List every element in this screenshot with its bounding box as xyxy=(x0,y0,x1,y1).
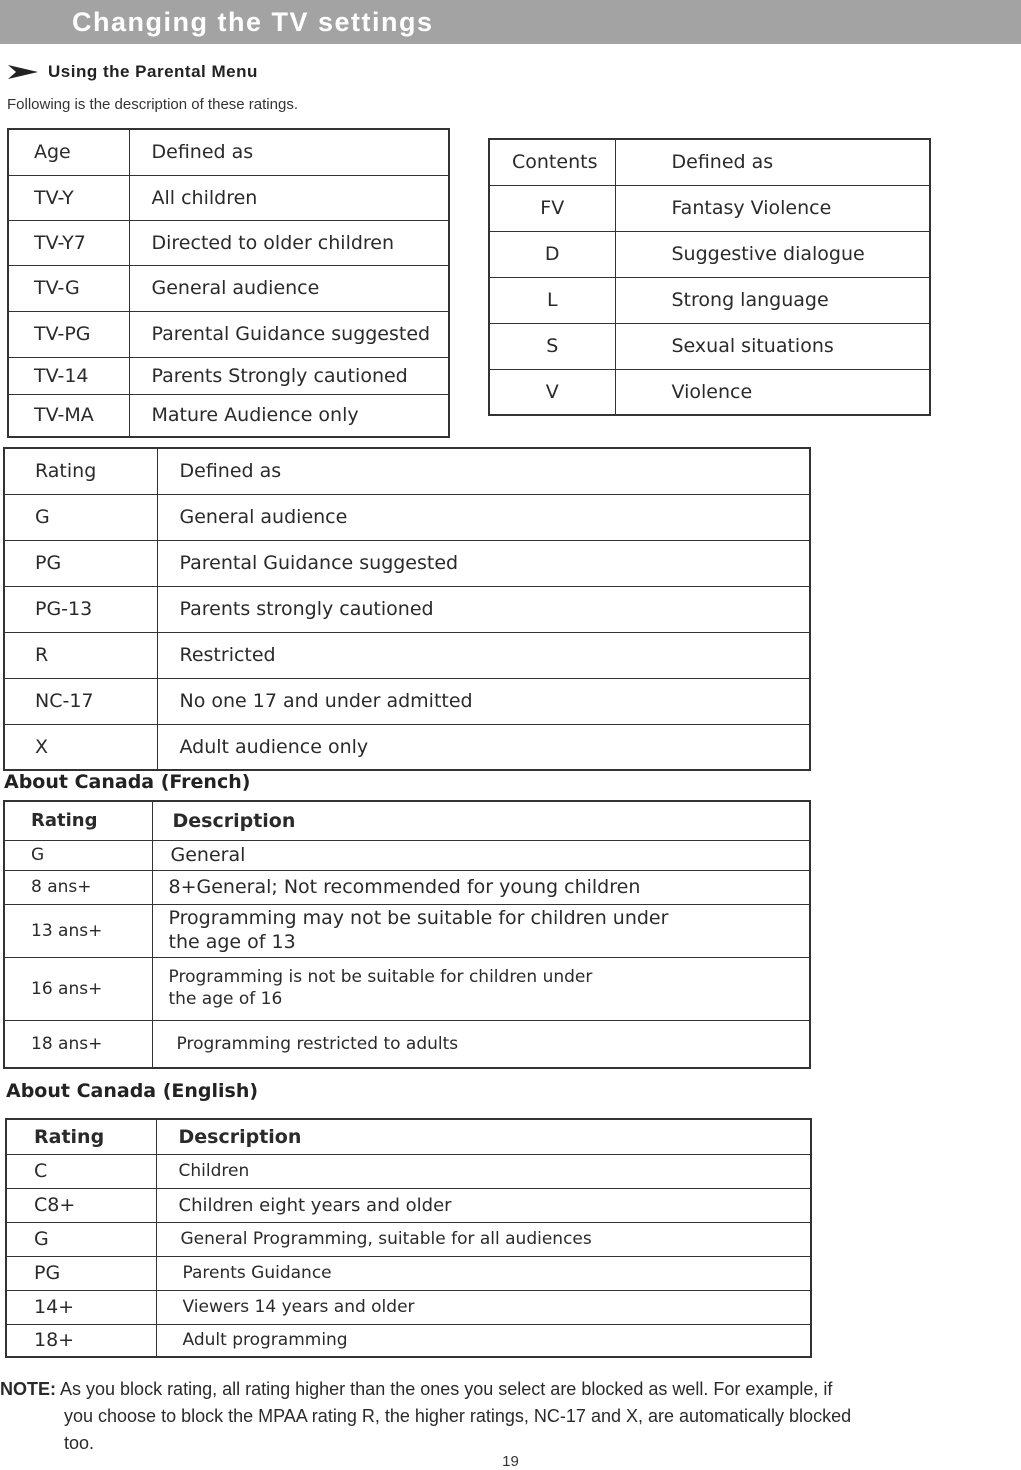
table-row xyxy=(4,957,810,1020)
header-cell: Rating xyxy=(4,448,157,494)
rating-cell: 18 ans+ xyxy=(4,1020,152,1068)
definition-cell: Fantasy Violence xyxy=(615,185,930,231)
canada-english-heading: About Canada (English) xyxy=(6,1080,259,1102)
content-code-cell: L xyxy=(489,277,615,323)
table-row xyxy=(8,311,449,357)
rating-cell: G xyxy=(4,494,157,540)
note xyxy=(0,1376,860,1457)
content-code-cell: V xyxy=(489,369,615,415)
description-cell: Viewers 14 years and older xyxy=(156,1290,811,1324)
header-cell: Description xyxy=(156,1119,811,1154)
table-row xyxy=(4,840,810,870)
rating-cell: PG xyxy=(4,540,157,586)
description-cell: Children eight years and older xyxy=(156,1188,811,1222)
description-cell: Programming is not be suitable for children under the age of 16 xyxy=(152,957,810,1020)
note-text: As you block rating, all rating higher than the ones you select are blocked as well. For example, if you choose to block the MPAA rating R, the higher ratings, NC-17 and X, are automatically blocked too. xyxy=(60,1379,852,1453)
header-cell: Rating xyxy=(4,801,152,840)
note-label: NOTE: xyxy=(0,1379,56,1399)
table-row xyxy=(6,1222,811,1256)
rating-cell: C xyxy=(6,1154,156,1188)
rating-cell: G xyxy=(6,1222,156,1256)
rating-cell: PG xyxy=(6,1256,156,1290)
header-cell: Defined as xyxy=(615,139,930,185)
rating-cell: 16 ans+ xyxy=(4,957,152,1020)
table-row xyxy=(489,231,930,277)
table-row xyxy=(6,1290,811,1324)
rating-cell: TV-MA xyxy=(8,394,129,437)
intro-text: Following is the description of these ratings. xyxy=(7,96,298,113)
section-title: Using the Parental Menu xyxy=(48,62,258,81)
content-code-cell: FV xyxy=(489,185,615,231)
rating-cell: 8 ans+ xyxy=(4,870,152,904)
table-header-row xyxy=(489,139,930,185)
section-heading xyxy=(6,60,258,84)
table-row xyxy=(6,1188,811,1222)
definition-cell: Restricted xyxy=(157,632,810,678)
definition-cell: Mature Audience only xyxy=(129,394,449,437)
table-row xyxy=(6,1256,811,1290)
definition-cell: Sexual situations xyxy=(615,323,930,369)
definition-cell: General audience xyxy=(129,265,449,311)
table-header-row xyxy=(4,801,810,840)
header-cell: Defined as xyxy=(129,129,449,175)
description-cell: Adult programming xyxy=(156,1324,811,1357)
description-cell: General xyxy=(152,840,810,870)
table-row xyxy=(4,540,810,586)
table-row xyxy=(6,1324,811,1357)
definition-cell: Strong language xyxy=(615,277,930,323)
description-cell: 8+General; Not recommended for young children xyxy=(152,870,810,904)
table-row xyxy=(4,1020,810,1068)
tv-age-rating-table xyxy=(7,128,450,438)
description-cell: General Programming, suitable for all audiences xyxy=(156,1222,811,1256)
description-cell: Children xyxy=(156,1154,811,1188)
page-title: Changing the TV settings xyxy=(72,7,434,37)
canada-english-rating-table xyxy=(5,1118,812,1358)
definition-cell: Parents Strongly cautioned xyxy=(129,357,449,394)
rating-cell: TV-PG xyxy=(8,311,129,357)
table-row xyxy=(489,277,930,323)
header-banner xyxy=(0,0,1021,44)
rating-cell: 18+ xyxy=(6,1324,156,1357)
rating-cell: PG-13 xyxy=(4,586,157,632)
table-row xyxy=(4,586,810,632)
definition-cell: All children xyxy=(129,175,449,220)
table-row xyxy=(8,175,449,220)
rating-cell: 14+ xyxy=(6,1290,156,1324)
definition-cell: Adult audience only xyxy=(157,724,810,770)
table-header-row xyxy=(4,448,810,494)
content-rating-table xyxy=(488,138,931,416)
rating-cell: TV-G xyxy=(8,265,129,311)
table-row xyxy=(4,494,810,540)
table-row xyxy=(8,394,449,437)
rating-cell: NC-17 xyxy=(4,678,157,724)
rating-cell: 13 ans+ xyxy=(4,904,152,957)
definition-cell: Violence xyxy=(615,369,930,415)
header-cell: Description xyxy=(152,801,810,840)
definition-cell: Directed to older children xyxy=(129,220,449,265)
table-row xyxy=(6,1154,811,1188)
table-row xyxy=(8,357,449,394)
table-row xyxy=(4,724,810,770)
definition-cell: Parents strongly cautioned xyxy=(157,586,810,632)
table-row xyxy=(4,632,810,678)
page-number: 19 xyxy=(502,1453,519,1470)
table-row xyxy=(8,265,449,311)
header-cell: Defined as xyxy=(157,448,810,494)
header-cell: Contents xyxy=(489,139,615,185)
arrow-right-icon xyxy=(6,63,40,81)
table-row xyxy=(4,904,810,957)
definition-cell: Parental Guidance suggested xyxy=(157,540,810,586)
mpaa-rating-table xyxy=(3,447,811,771)
rating-cell: G xyxy=(4,840,152,870)
table-row xyxy=(489,323,930,369)
definition-cell: Parental Guidance suggested xyxy=(129,311,449,357)
description-cell: Programming restricted to adults xyxy=(152,1020,810,1068)
definition-cell: General audience xyxy=(157,494,810,540)
canada-french-rating-table xyxy=(3,800,811,1069)
table-row xyxy=(489,185,930,231)
rating-cell: TV-Y xyxy=(8,175,129,220)
definition-cell: Suggestive dialogue xyxy=(615,231,930,277)
rating-cell: C8+ xyxy=(6,1188,156,1222)
description-cell: Parents Guidance xyxy=(156,1256,811,1290)
content-code-cell: S xyxy=(489,323,615,369)
definition-cell: No one 17 and under admitted xyxy=(157,678,810,724)
table-row xyxy=(489,369,930,415)
table-row xyxy=(4,678,810,724)
header-cell: Age xyxy=(8,129,129,175)
canada-french-heading: About Canada (French) xyxy=(4,771,251,793)
rating-cell: TV-14 xyxy=(8,357,129,394)
table-row xyxy=(4,870,810,904)
rating-cell: TV-Y7 xyxy=(8,220,129,265)
description-cell: Programming may not be suitable for children under the age of 13 xyxy=(152,904,810,957)
table-row xyxy=(8,220,449,265)
rating-cell: X xyxy=(4,724,157,770)
rating-cell: R xyxy=(4,632,157,678)
table-header-row xyxy=(8,129,449,175)
header-cell: Rating xyxy=(6,1119,156,1154)
table-header-row xyxy=(6,1119,811,1154)
content-code-cell: D xyxy=(489,231,615,277)
